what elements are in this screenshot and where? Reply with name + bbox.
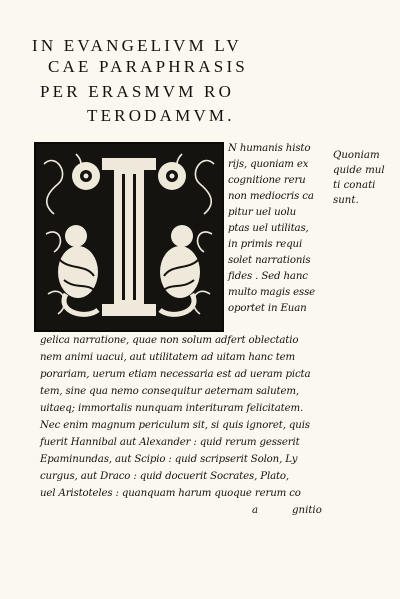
signature-mark: a xyxy=(252,505,259,516)
text-line-wide-8: Epaminundas, aut Scipio : quid scripserit Solon, Ly xyxy=(40,454,298,465)
title-line-4: TERODAMVM. xyxy=(87,106,235,125)
marginal-note-line-1: Quoniam xyxy=(333,150,380,161)
text-line-wide-7: fuerit Hannibal aut Alexander : quid rerum gesserit xyxy=(40,437,300,448)
text-line-wide-1: gelica narratione, quae non solum adfert oblectatio xyxy=(40,335,299,346)
text-line-narrow-10: multo magis esse xyxy=(228,287,316,298)
flower-ornament-left xyxy=(72,162,100,190)
woodcut-illustration xyxy=(36,144,222,330)
text-line-narrow-7: in primis requi xyxy=(228,239,303,250)
text-line-narrow-1: N humanis histo xyxy=(228,143,311,154)
decorated-initial-I-woodcut xyxy=(34,142,224,332)
text-line-narrow-8: solet narrationis xyxy=(228,255,311,266)
title-line-1: IN EVANGELIVM LV xyxy=(32,36,242,55)
flower-ornament-right xyxy=(158,162,186,190)
title-line-2: CAE PARAPHRASIS xyxy=(48,57,248,76)
marginal-note-line-2: quide mul xyxy=(333,165,385,176)
title-line-3: PER ERASMVM RO xyxy=(40,82,235,101)
text-line-narrow-5: pitur uel uolu xyxy=(228,207,297,218)
catchword: gnitio xyxy=(292,505,322,516)
text-line-wide-6: Nec enim magnum periculum sit, si quis ignoret, quis xyxy=(40,420,310,431)
text-line-wide-3: porariam, uerum etiam necessaria est ad ueram picta xyxy=(40,369,311,380)
text-line-narrow-4: non mediocris ca xyxy=(228,191,314,202)
marginal-note-line-3: ti conati xyxy=(333,180,376,191)
text-line-wide-2: nem animi uacui, aut utilitatem ad uitam hanc tem xyxy=(40,352,296,363)
text-line-narrow-9: fides . Sed hanc xyxy=(228,271,308,282)
text-line-wide-10: uel Aristoteles : quanquam harum quoque rerum co xyxy=(40,488,301,499)
text-line-narrow-11: oportet in Euan xyxy=(228,303,307,314)
text-line-wide-4: tem, sine qua nemo consequitur aeternam salutem, xyxy=(40,386,299,397)
text-line-narrow-2: rijs, quoniam ex xyxy=(228,159,309,170)
text-line-wide-5: uitaeq; immortalis nunquam interituram felicitatem. xyxy=(40,403,304,414)
text-line-narrow-6: ptas uel utilitas, xyxy=(228,223,309,234)
text-line-wide-9: curgus, aut Draco : quid docuerit Socrates, Plato, xyxy=(40,471,290,482)
text-line-narrow-3: cognitione reru xyxy=(228,175,306,186)
marginal-note-line-4: sunt. xyxy=(333,195,359,206)
